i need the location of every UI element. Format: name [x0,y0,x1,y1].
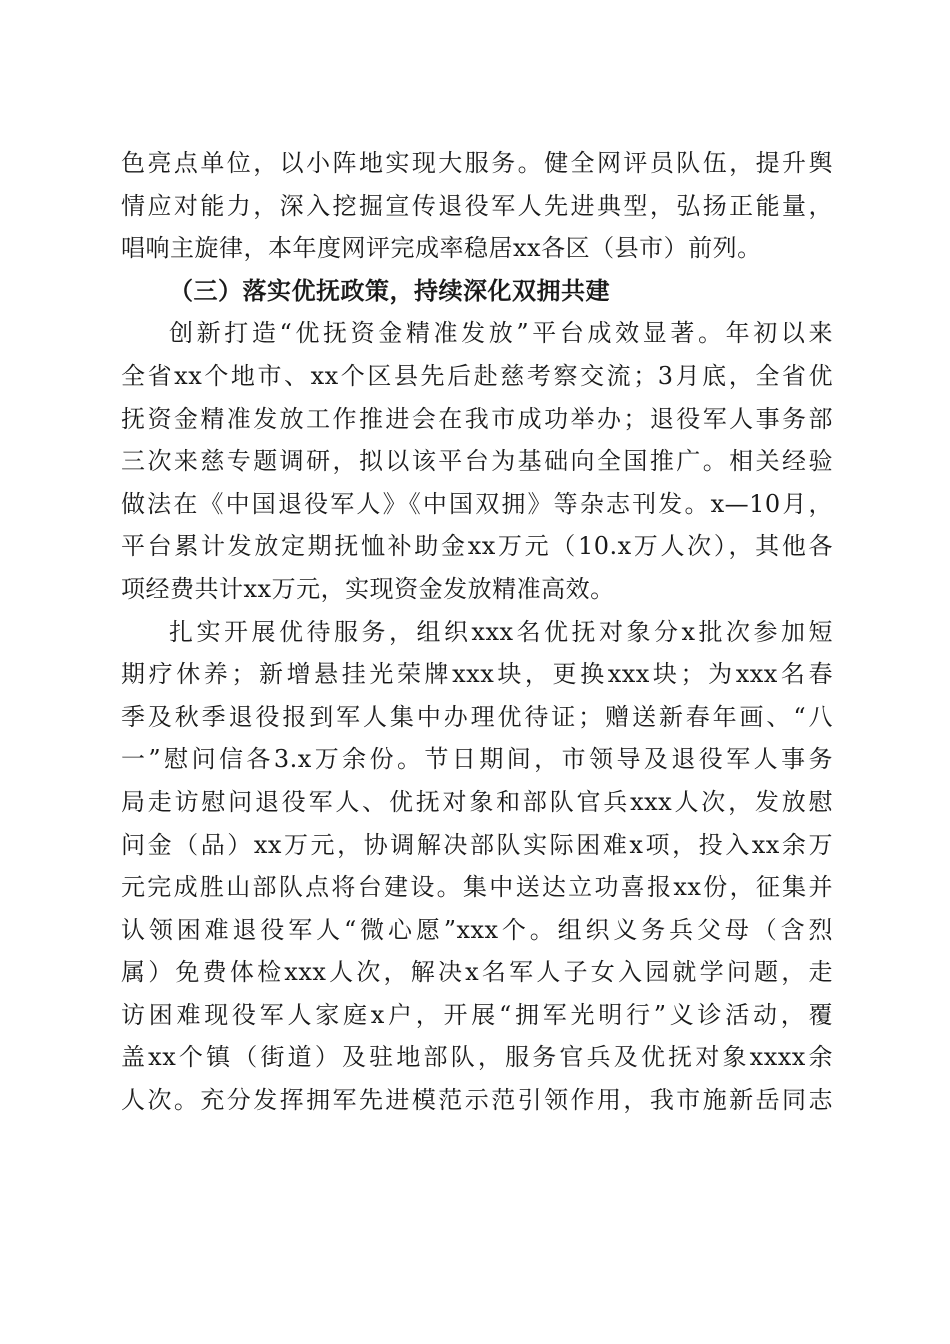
text-line: 期疗休养；新增悬挂光荣牌xxx块，更换xxx块；为xxx名春 [121,660,833,689]
text-line: 全省xx个地市、xx个区县先后赴慈考察交流；3月底，全省优 [121,361,833,390]
text-line: 认领困难退役军人“微心愿”xxx个。组织义务兵父母（含烈 [121,915,833,944]
document-body [121,142,833,1122]
text-line: 元完成胜山部队点将台建设。集中送达立功喜报xx份，征集并 [121,873,833,902]
paragraph [121,312,833,610]
text-line: 做法在《中国退役军人》《中国双拥》等杂志刊发。x—10月， [121,489,833,518]
text-line: 属）免费体检xxx人次，解决x名军人子女入园就学问题，走 [121,958,833,987]
text-line: 扎实开展优待服务，组织xxx名优抚对象分x批次参加短 [169,617,833,646]
text-line: 一”慰问信各3.x万余份。节日期间，市领导及退役军人事务 [121,745,833,774]
text-line: 色亮点单位，以小阵地实现大服务。健全网评员队伍，提升舆 [121,149,833,177]
paragraph [121,142,833,270]
text-line: 项经费共计xx万元，实现资金发放精准高效。 [121,574,615,603]
text-line: 人次。充分发挥拥军先进模范示范引领作用，我市施新岳同志 [121,1086,833,1115]
text-line: 三次来慈专题调研，拟以该平台为基础向全国推广。相关经验 [121,447,833,476]
text-line: 问金（品）xx万元，协调解决部队实际困难x项，投入xx余万 [121,830,833,859]
section-heading [121,270,833,313]
text-line: （三）落实优抚政策，持续深化双拥共建 [169,275,610,305]
paragraph [121,611,833,1122]
text-line: 局走访慰问退役军人、优抚对象和部队官兵xxx人次，发放慰 [121,787,833,816]
text-line: 盖xx个镇（街道）及驻地部队，服务官兵及优抚对象xxxx余 [121,1043,833,1072]
text-line: 访困难现役军人家庭x户，开展“拥军光明行”义诊活动，覆 [121,1000,833,1029]
text-line: 情应对能力，深入挖掘宣传退役军人先进典型，弘扬正能量， [121,191,833,220]
text-line: 创新打造“优抚资金精准发放”平台成效显著。年初以来 [169,319,833,348]
text-line: 抚资金精准发放工作推进会在我市成功举办；退役军人事务部 [121,404,833,433]
text-line: 唱响主旋律，本年度网评完成率稳居xx各区（县市）前列。 [121,234,762,263]
text-line: 平台累计发放定期抚恤补助金xx万元（10.x万人次），其他各 [121,532,833,561]
text-line: 季及秋季退役报到军人集中办理优待证；赠送新春年画、“八 [121,702,833,731]
